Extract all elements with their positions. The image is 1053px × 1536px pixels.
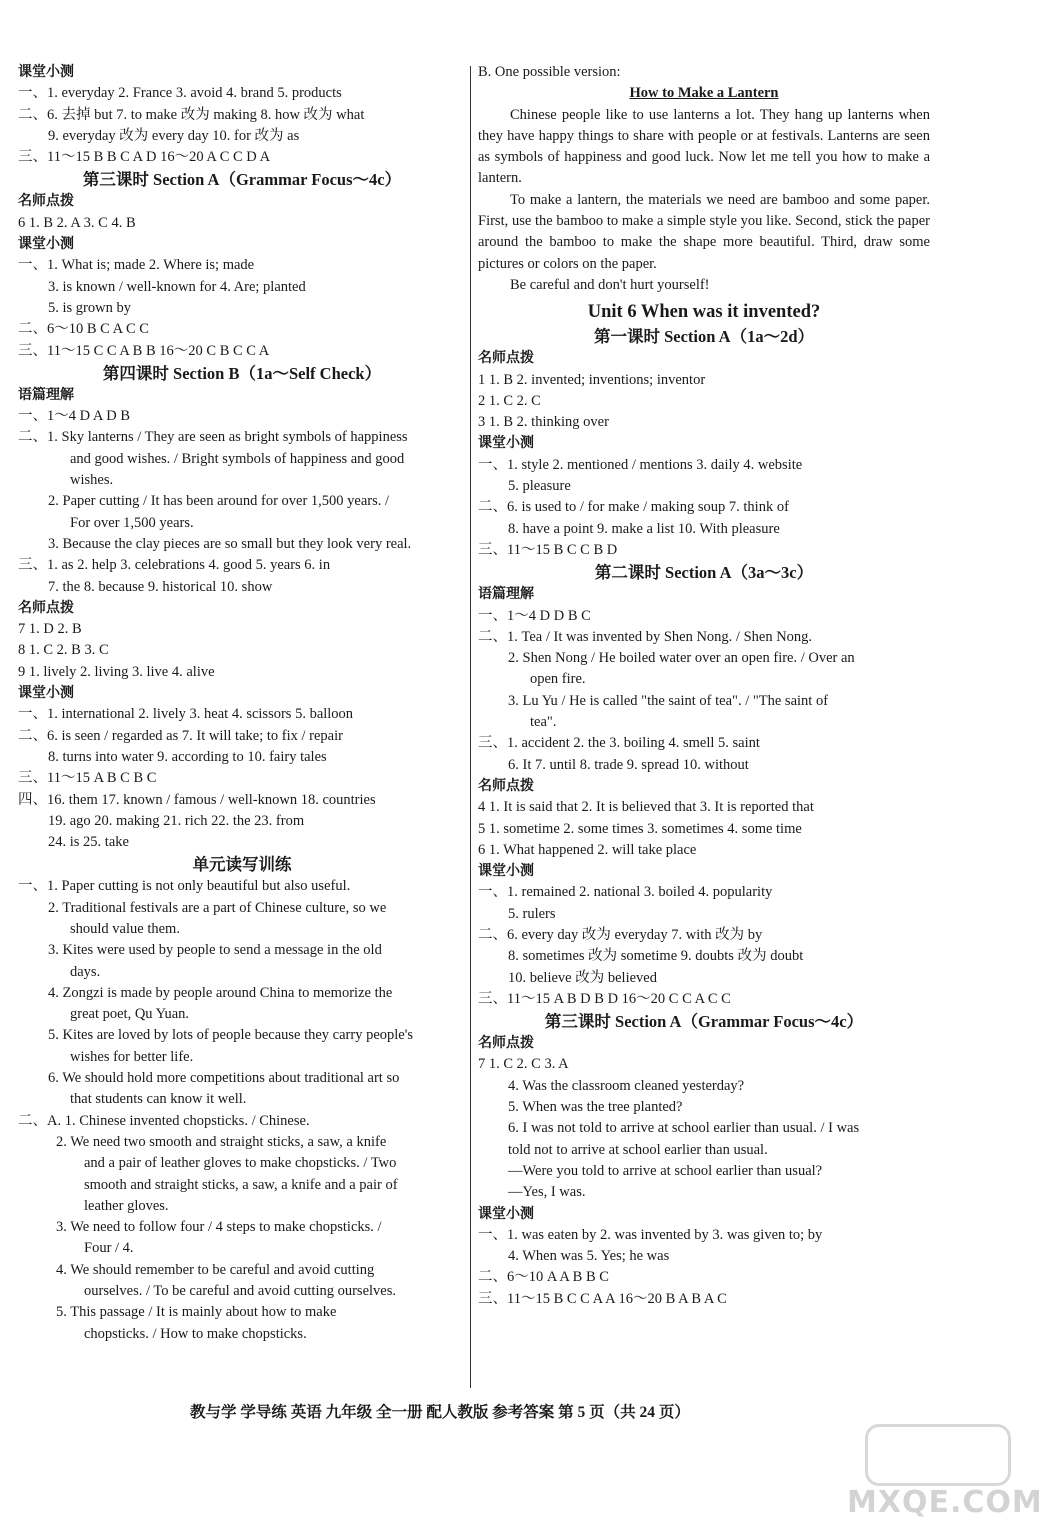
answer-line: 一、1～4 D A D B (18, 408, 130, 425)
answer-line: 二、6. is seen / regarded as 7. It will take; to fix / repair (18, 727, 343, 744)
answer-line: For over 1,500 years. (70, 514, 194, 531)
section-label: 课堂小测 (18, 685, 74, 702)
answer-line: and good wishes. / Bright symbols of happiness and good (70, 450, 405, 467)
answer-line: 4. Zongzi is made by people around China to memorize the (48, 984, 393, 1001)
answer-line: 3. Because the clay pieces are so small but they look very real. (48, 535, 412, 552)
answer-line: 三、11～15 B C C A A 16～20 B A B A C (478, 1290, 727, 1307)
answer-line: open fire. (530, 671, 586, 688)
answer-line: 9. everyday 改为 every day 10. for 改为 as (48, 127, 300, 144)
left-column (18, 62, 466, 1345)
answer-line: 9 1. lively 2. living 3. live 4. alive (18, 663, 215, 680)
answer-line: 5 1. sometime 2. some times 3. sometimes 4. some time (478, 820, 802, 837)
answer-line: 二、6～10 A A B B C (478, 1269, 609, 1286)
lesson-heading: 单元读写训练 (192, 855, 292, 875)
watermark-text: MXQE.COM (847, 1485, 1043, 1520)
section-label: 课堂小测 (18, 64, 74, 80)
section-label: 课堂小测 (18, 236, 74, 253)
answer-line: 19. ago 20. making 21. rich 22. the 23. from (48, 812, 305, 829)
answer-line: 8. have a point 9. make a list 10. With pleasure (508, 520, 780, 537)
answer-line: 2. Traditional festivals are a part of Chinese culture, so we (48, 899, 387, 916)
answer-line: 6. We should hold more competitions about traditional art so (48, 1070, 400, 1087)
section-label: 名师点拨 (18, 599, 74, 616)
answer-line: 一、1. style 2. mentioned / mentions 3. daily 4. website (478, 456, 803, 473)
answer-line: 3. Lu Yu / He is called "the saint of tea". / "The saint of (508, 692, 829, 709)
answer-line: 8. turns into water 9. according to 10. fairy tales (48, 748, 327, 765)
answer-line: 2. We need two smooth and straight sticks, a saw, a knife (56, 1133, 387, 1150)
answer-line: 三、11～15 B B C A D 16～20 A C C D A (18, 149, 271, 166)
answer-line: 一、1. Paper cutting is not only beautiful but also useful. (18, 878, 351, 895)
answer-line: should value them. (70, 920, 180, 937)
answer-line: 7 1. C 2. C 3. A (478, 1056, 569, 1073)
answer-line: 二、1. Sky lanterns / They are seen as bright symbols of happiness (18, 429, 408, 446)
answer-line: 5. Kites are loved by lots of people because they carry people's (48, 1027, 413, 1044)
lesson-heading: 第三课时 Section A（Grammar Focus～4c） (544, 1012, 864, 1032)
section-label: 课堂小测 (478, 435, 534, 452)
watermark-logo (847, 1424, 1043, 1520)
answer-line: 5. pleasure (508, 478, 571, 495)
essay-paragraph-2: To make a lantern, the materials we need are bamboo and some paper. First, use the bamboo to make a simple style you like. Second, stick the paper around the bamboo to make the shape more beautiful. Third, draw some pictures or colors on the paper. (478, 191, 930, 272)
section-label: 语篇理解 (478, 586, 534, 603)
answer-line: 7 1. D 2. B (18, 621, 82, 638)
answer-line: 一、1. everyday 2. France 3. avoid 4. brand 5. products (18, 85, 342, 102)
answer-line: chopsticks. / How to make chopsticks. (84, 1325, 307, 1342)
answer-line: 6. It 7. until 8. trade 9. spread 10. without (508, 756, 749, 773)
section-label: 名师点拨 (478, 777, 534, 794)
answer-line: 三、1. as 2. help 3. celebrations 4. good 5. years 6. in (18, 557, 331, 574)
answer-line: 三、11～15 C C A B B 16～20 C B C C A (18, 342, 270, 359)
section-label: 名师点拨 (478, 1035, 534, 1052)
section-label: 语篇理解 (18, 386, 74, 403)
answer-line: 二、6. is used to / for make / making soup 7. think of (478, 499, 789, 516)
essay-intro: B. One possible version: (478, 64, 621, 80)
section-label: 名师点拨 (18, 193, 74, 210)
lesson-heading: 第三课时 Section A（Grammar Focus～4c） (82, 170, 402, 190)
answer-line: 三、1. accident 2. the 3. boiling 4. smell 5. saint (478, 735, 760, 752)
answer-line: Four / 4. (84, 1240, 134, 1257)
answer-line: 一、1～4 D D B C (478, 607, 591, 624)
answer-line: 2. Paper cutting / It has been around for over 1,500 years. / (48, 493, 390, 510)
answer-line: great poet, Qu Yuan. (70, 1006, 190, 1023)
answer-line: 三、11～15 B C C B D (478, 541, 618, 558)
essay-paragraph-3: Be careful and don't hurt yourself! (510, 276, 710, 293)
answer-line: ourselves. / To be careful and avoid cutting ourselves. (84, 1283, 396, 1300)
page-footer: 教与学 学导练 英语 九年级 全一册 配人教版 参考答案 第 5 页（共 24 页） (190, 1404, 690, 1421)
answer-line: 6 1. What happened 2. will take place (478, 841, 697, 858)
answer-line: 3. Kites were used by people to send a message in the old (48, 942, 382, 959)
answer-line: 5. This passage / It is mainly about how to make (56, 1304, 337, 1321)
answer-line: 2. Shen Nong / He boiled water over an open fire. / Over an (508, 650, 855, 667)
lesson-heading: 第一课时 Section A（1a～2d） (593, 327, 814, 347)
answer-line: 7. the 8. because 9. historical 10. show (48, 578, 273, 595)
answer-line: wishes. (70, 472, 114, 489)
answer-line: 一、1. international 2. lively 3. heat 4. scissors 5. balloon (18, 706, 354, 723)
answer-line: days. (70, 963, 101, 980)
section-label: 课堂小测 (478, 1205, 534, 1222)
answer-line: 4. We should remember to be careful and avoid cutting (56, 1261, 375, 1278)
answer-line: told not to arrive at school earlier than usual. (508, 1141, 768, 1158)
answer-line: 三、11～15 A B C B C (18, 770, 157, 787)
answer-line: 1 1. B 2. invented; inventions; inventor (478, 371, 706, 388)
answer-line: 二、1. Tea / It was invented by Shen Nong. / Shen Nong. (478, 628, 813, 645)
answer-line: leather gloves. (84, 1197, 169, 1214)
unit-heading: Unit 6 When was it invented? (587, 302, 821, 323)
answer-line: 二、6. 去掉 but 7. to make 改为 making 8. how 改为 what (18, 106, 365, 123)
answer-line: 一、1. remained 2. national 3. boiled 4. popularity (478, 884, 773, 901)
watermark-badge-icon (865, 1424, 1011, 1486)
answer-line: wishes for better life. (70, 1048, 194, 1065)
answer-line: that students can know it well. (70, 1091, 247, 1108)
answer-line: 3. We need to follow four / 4 steps to make chopsticks. / (56, 1219, 382, 1236)
answer-line: 5. is grown by (48, 299, 131, 316)
answer-line: —Were you told to arrive at school earlier than usual? (508, 1162, 823, 1179)
answer-line: tea". (530, 714, 557, 731)
right-answer-lines (478, 299, 930, 1310)
answer-line: 5. rulers (508, 905, 556, 922)
answer-line: 5. When was the tree planted? (508, 1099, 683, 1116)
answer-line: 4. Was the classroom cleaned yesterday? (508, 1077, 745, 1094)
answer-line: 一、1. What is; made 2. Where is; made (18, 257, 255, 274)
section-label: 课堂小测 (478, 863, 534, 880)
answer-line: 8. sometimes 改为 sometime 9. doubts 改为 doubt (508, 948, 804, 965)
column-divider (470, 66, 471, 1388)
answer-line: 2 1. C 2. C (478, 392, 541, 409)
answer-line: 二、A. 1. Chinese invented chopsticks. / Chinese. (18, 1112, 310, 1129)
essay-paragraph-1: Chinese people like to use lanterns a lot. They hang up lanterns when they have happy things to share with people or at festivals. Lanterns are seen as symbols of happiness and good luck. Now let me tell you how to make a lantern. (478, 106, 930, 187)
answer-line: 10. believe 改为 believed (508, 969, 657, 986)
answer-line: and a pair of leather gloves to make chopsticks. / Two (84, 1155, 397, 1172)
answer-line: 一、1. was eaten by 2. was invented by 3. was given to; by (478, 1226, 823, 1243)
answer-line: smooth and straight sticks, a saw, a knife and a pair of (84, 1176, 398, 1193)
answer-line: 二、6～10 B C A C C (18, 321, 149, 338)
answer-line: 四、16. them 17. known / famous / well-known 18. countries (18, 791, 376, 808)
lesson-heading: 第二课时 Section A（3a～3c） (594, 563, 814, 583)
lesson-heading: 第四课时 Section B（1a～Self Check） (102, 363, 382, 383)
answer-line: 二、6. every day 改为 everyday 7. with 改为 by (478, 926, 763, 943)
answer-line: 8 1. C 2. B 3. C (18, 642, 109, 659)
answer-line: 三、11～15 A B D B D 16～20 C C A C C (478, 990, 731, 1007)
section-label: 名师点拨 (478, 350, 534, 367)
answer-line: 3 1. B 2. thinking over (478, 414, 609, 431)
answer-line: 6 1. B 2. A 3. C 4. B (18, 214, 136, 231)
answer-line: 4. When was 5. Yes; he was (508, 1248, 670, 1265)
answer-line: 6. I was not told to arrive at school earlier than usual. / I was (508, 1120, 860, 1137)
answer-line: 3. is known / well-known for 4. Are; planted (48, 278, 306, 295)
essay-title: How to Make a Lantern (629, 85, 779, 102)
answer-line: —Yes, I was. (508, 1184, 586, 1201)
answer-line: 24. is 25. take (48, 834, 129, 851)
answer-line: 4 1. It is said that 2. It is believed that 3. It is reported that (478, 799, 814, 816)
right-column (478, 62, 930, 1310)
